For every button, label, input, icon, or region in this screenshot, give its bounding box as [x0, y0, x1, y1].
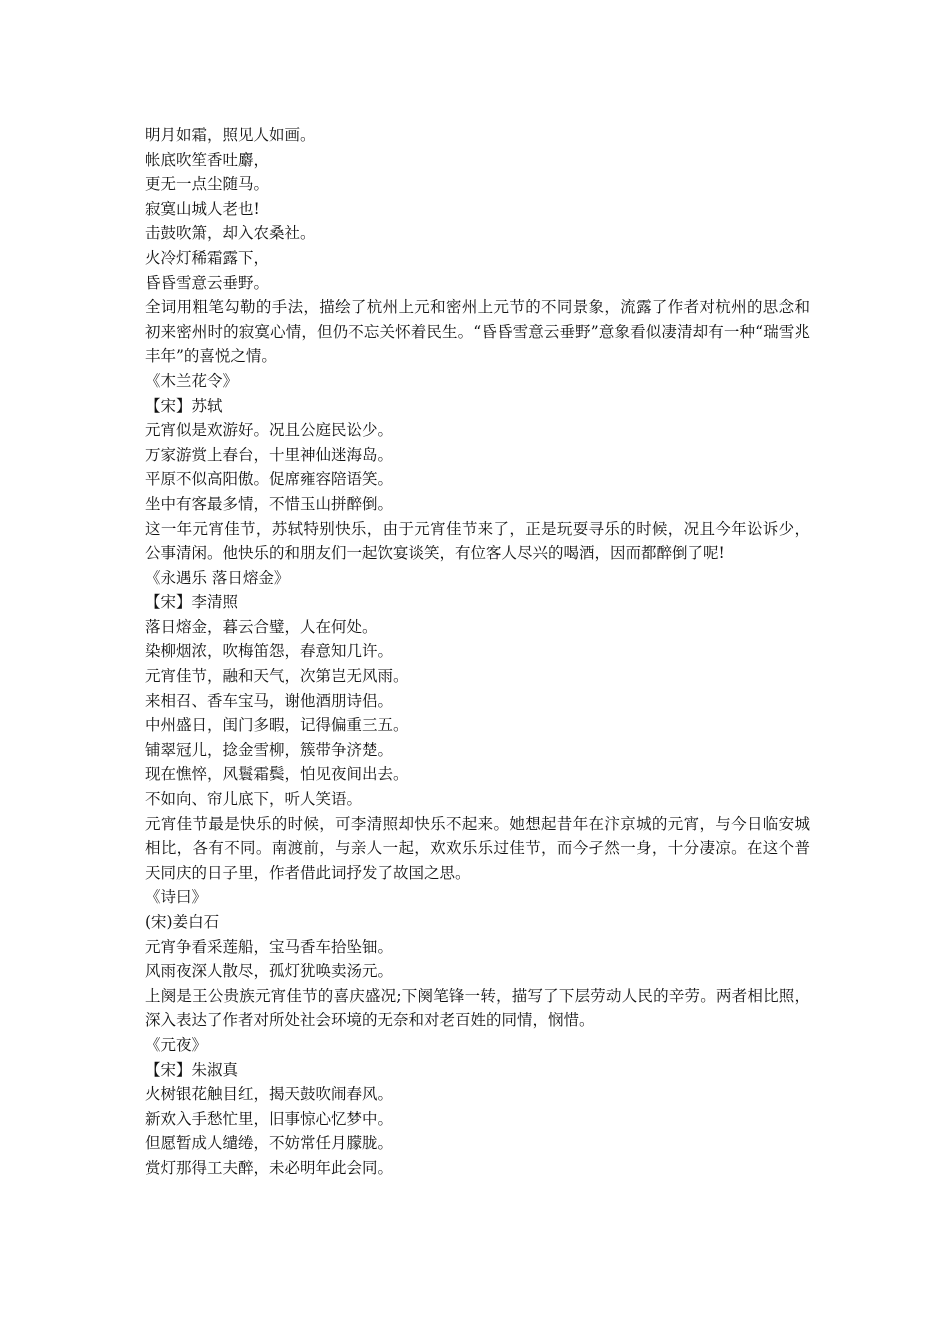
poem-line: 万家游赏上春台，十里神仙迷海岛。	[145, 445, 394, 464]
poem-section	[145, 885, 810, 1033]
poem-line: 风雨夜深人散尽，孤灯犹唤卖汤元。	[145, 962, 394, 981]
poem-line: 击鼓吹箫，却入农桑社。	[145, 224, 316, 243]
poem-title: 《诗曰》	[145, 888, 208, 907]
document-page	[145, 123, 810, 1181]
poem-line: 火树银花触目红，揭天鼓吹闹春风。	[145, 1085, 394, 1104]
poem-line: 新欢入手愁忙里，旧事惊心忆梦中。	[145, 1109, 394, 1128]
poem-line: 平原不似高阳傲。促席雍容陪语笑。	[145, 470, 394, 489]
poem-line: 染柳烟浓，吹梅笛怨，春意知几许。	[145, 642, 394, 661]
poem-line: 昏昏雪意云垂野。	[145, 273, 270, 292]
poem-line: 寂寞山城人老也!	[145, 199, 260, 218]
poem-line: 元宵似是欢游好。况且公庭民讼少。	[145, 421, 394, 440]
poem-line: 赏灯那得工夫醉，未必明年此会同。	[145, 1158, 394, 1177]
poem-commentary: 这一年元宵佳节，苏轼特别快乐，由于元宵佳节来了，正是玩耍寻乐的时候，况且今年讼诉少，公事清闲。他快乐的和朋友们一起饮宴谈笑，有位客人尽兴的喝酒，因而都醉倒了呢!	[145, 519, 810, 563]
poem-author: 【宋】李清照	[145, 593, 239, 612]
poem-section	[145, 123, 810, 369]
poem-line: 火冷灯稀霜露下，	[145, 248, 270, 267]
poem-section	[145, 369, 810, 566]
poem-section	[145, 1033, 810, 1181]
poem-commentary: 上阕是王公贵族元宵佳节的喜庆盛况;下阕笔锋一转，描写了下层劳动人民的辛劳。两者相比照，深入表达了作者对所处社会环境的无奈和对老百姓的同情，悯惜。	[145, 986, 810, 1030]
poem-author: (宋)姜白石	[145, 913, 220, 931]
poem-line: 不如向、帘儿底下，听人笑语。	[145, 790, 363, 809]
poem-line: 现在憔悴，风鬟霜鬓，怕见夜间出去。	[145, 765, 409, 784]
poem-line: 落日熔金，暮云合璧，人在何处。	[145, 617, 378, 636]
poem-title: 《木兰花令》	[145, 371, 239, 390]
poem-line: 中州盛日，闺门多暇，记得偏重三五。	[145, 716, 409, 735]
poem-author: 【宋】苏轼	[145, 396, 223, 415]
poem-line: 明月如霜，照见人如画。	[145, 126, 316, 144]
poem-line: 但愿暂成人缱绻，不妨常任月朦胧。	[145, 1134, 394, 1153]
poem-commentary: 元宵佳节最是快乐的时候，可李清照却快乐不起来。她想起昔年在汴京城的元宵，与今日临安城相比，各有不同。南渡前，与亲人一起，欢欢乐乐过佳节，而今孑然一身，十分凄凉。在这个普天同庆的日子里，作者借此词抒发了故国之思。	[145, 814, 810, 882]
poem-line: 坐中有客最多情，不惜玉山拼醉倒。	[145, 494, 394, 513]
poem-line: 元宵争看采莲船，宝马香车拾坠钿。	[145, 937, 394, 956]
poem-title: 《元夜》	[145, 1035, 208, 1054]
poem-line: 铺翠冠儿，捻金雪柳，簇带争济楚。	[145, 740, 394, 759]
poem-line: 来相召、香车宝马，谢他酒朋诗侣。	[145, 691, 394, 710]
poem-commentary: 全词用粗笔勾勒的手法，描绘了杭州上元和密州上元节的不同景象，流露了作者对杭州的思念和初来密州时的寂寞心情，但仍不忘关怀着民生。“昏昏雪意云垂野”意象看似凄清却有一种“瑞雪兆丰年”的喜悦之情。	[145, 298, 810, 366]
poem-section	[145, 566, 810, 886]
poem-line: 帐底吹笙香吐麝，	[145, 150, 270, 169]
poem-title: 《永遇乐 落日熔金》	[145, 568, 290, 587]
poem-author: 【宋】朱淑真	[145, 1060, 239, 1079]
poem-line: 元宵佳节，融和天气，次第岂无风雨。	[145, 667, 409, 686]
poem-line: 更无一点尘随马。	[145, 175, 270, 194]
